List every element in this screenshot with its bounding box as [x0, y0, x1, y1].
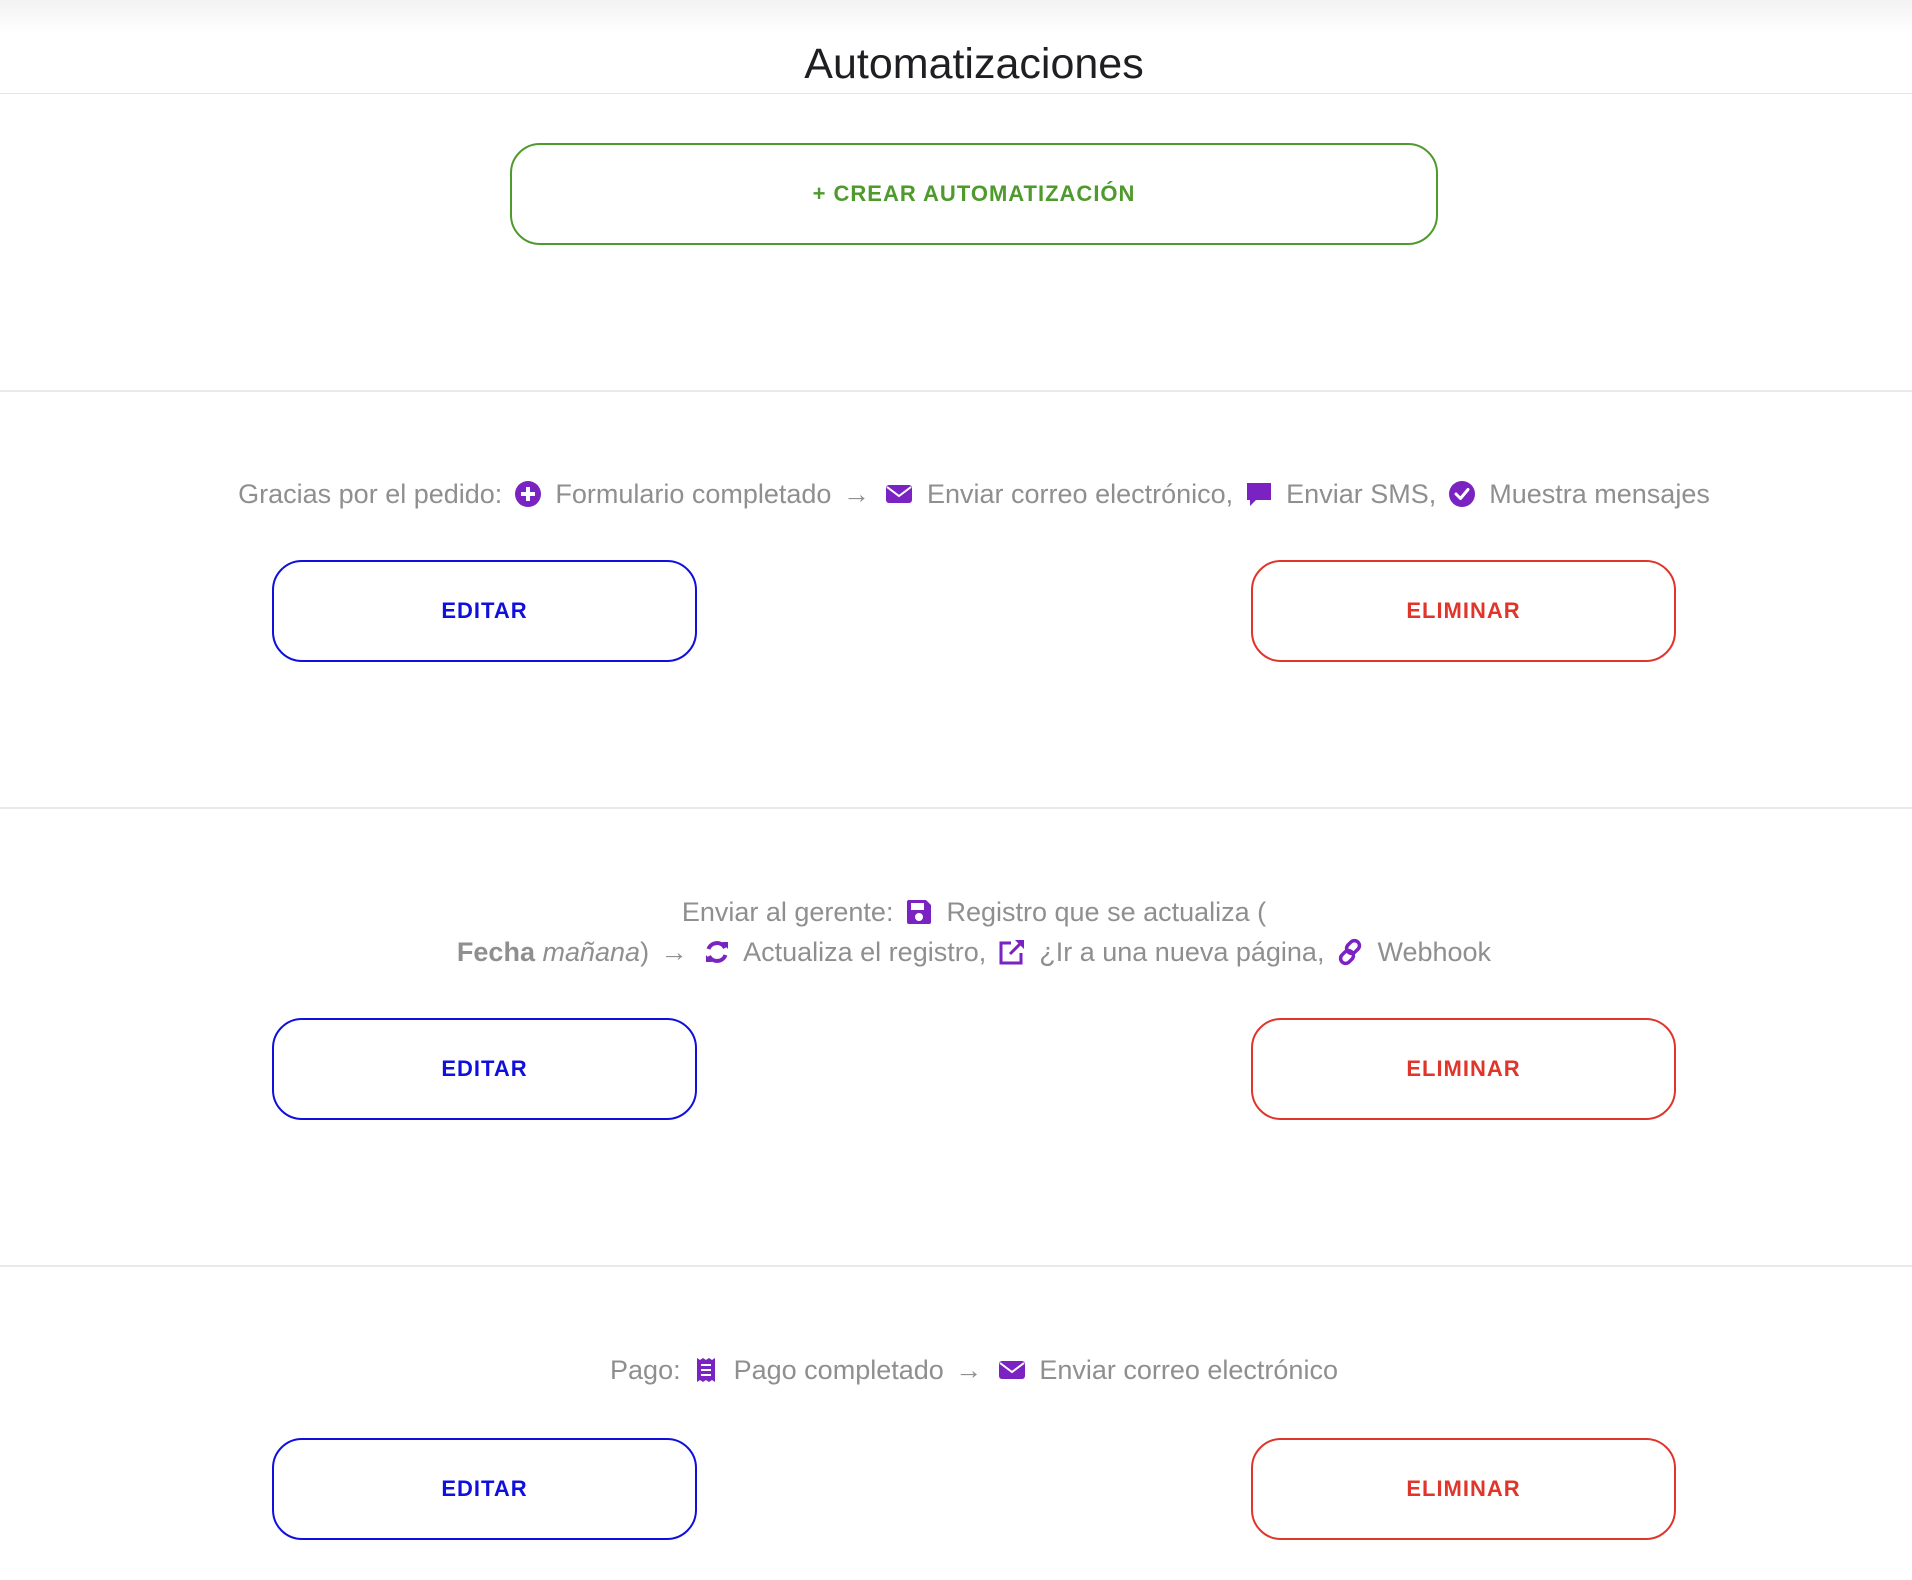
divider — [0, 807, 1912, 809]
automation-name: Gracias por el pedido: — [238, 479, 503, 509]
trigger-label: Formulario completado — [555, 479, 832, 509]
action-label: Enviar correo electrónico — [1039, 1355, 1338, 1385]
check-circle-icon — [1448, 480, 1476, 508]
delete-button[interactable]: ELIMINAR — [1251, 560, 1676, 662]
trigger-value: mañana — [542, 937, 641, 967]
arrow: → — [660, 937, 688, 967]
arrow: → — [842, 479, 870, 509]
automation-name: Enviar al gerente: — [681, 897, 894, 927]
sync-icon — [703, 938, 731, 966]
page-header — [0, 0, 1912, 94]
external-link-icon — [998, 938, 1026, 966]
action-label: Muestra mensajes — [1489, 479, 1710, 509]
page-title: Automatizaciones — [804, 40, 1144, 88]
link-icon — [1336, 938, 1364, 966]
edit-button[interactable]: EDITAR — [272, 1438, 697, 1540]
automation-summary — [0, 474, 1912, 514]
action-label: Actualiza el registro, — [743, 937, 987, 967]
delete-button[interactable]: ELIMINAR — [1251, 1438, 1676, 1540]
edit-button[interactable]: EDITAR — [272, 1018, 697, 1120]
delete-button[interactable]: ELIMINAR — [1251, 1018, 1676, 1120]
plus-circle-icon — [514, 480, 542, 508]
trigger-close: ) — [640, 937, 650, 967]
automation-name: Pago: — [610, 1355, 681, 1385]
save-icon — [905, 898, 933, 926]
trigger-label: Pago completado — [733, 1355, 944, 1385]
edit-button[interactable]: EDITAR — [272, 560, 697, 662]
trigger-label: Registro que se actualiza ( — [946, 897, 1267, 927]
receipt-icon — [692, 1356, 720, 1384]
divider — [0, 390, 1912, 392]
arrow: → — [955, 1355, 983, 1385]
trigger-field: Fecha — [456, 937, 535, 967]
automation-summary — [0, 892, 1912, 972]
action-label: Enviar SMS, — [1286, 479, 1437, 509]
automation-summary — [0, 1350, 1912, 1390]
envelope-icon — [998, 1356, 1026, 1384]
comment-icon — [1245, 480, 1273, 508]
envelope-icon — [885, 480, 913, 508]
action-label: Enviar correo electrónico, — [927, 479, 1234, 509]
create-automation-button[interactable]: + CREAR AUTOMATIZACIÓN — [510, 143, 1438, 245]
divider — [0, 1265, 1912, 1267]
action-label: Webhook — [1377, 937, 1492, 967]
action-label: ¿Ir a una nueva página, — [1039, 937, 1325, 967]
